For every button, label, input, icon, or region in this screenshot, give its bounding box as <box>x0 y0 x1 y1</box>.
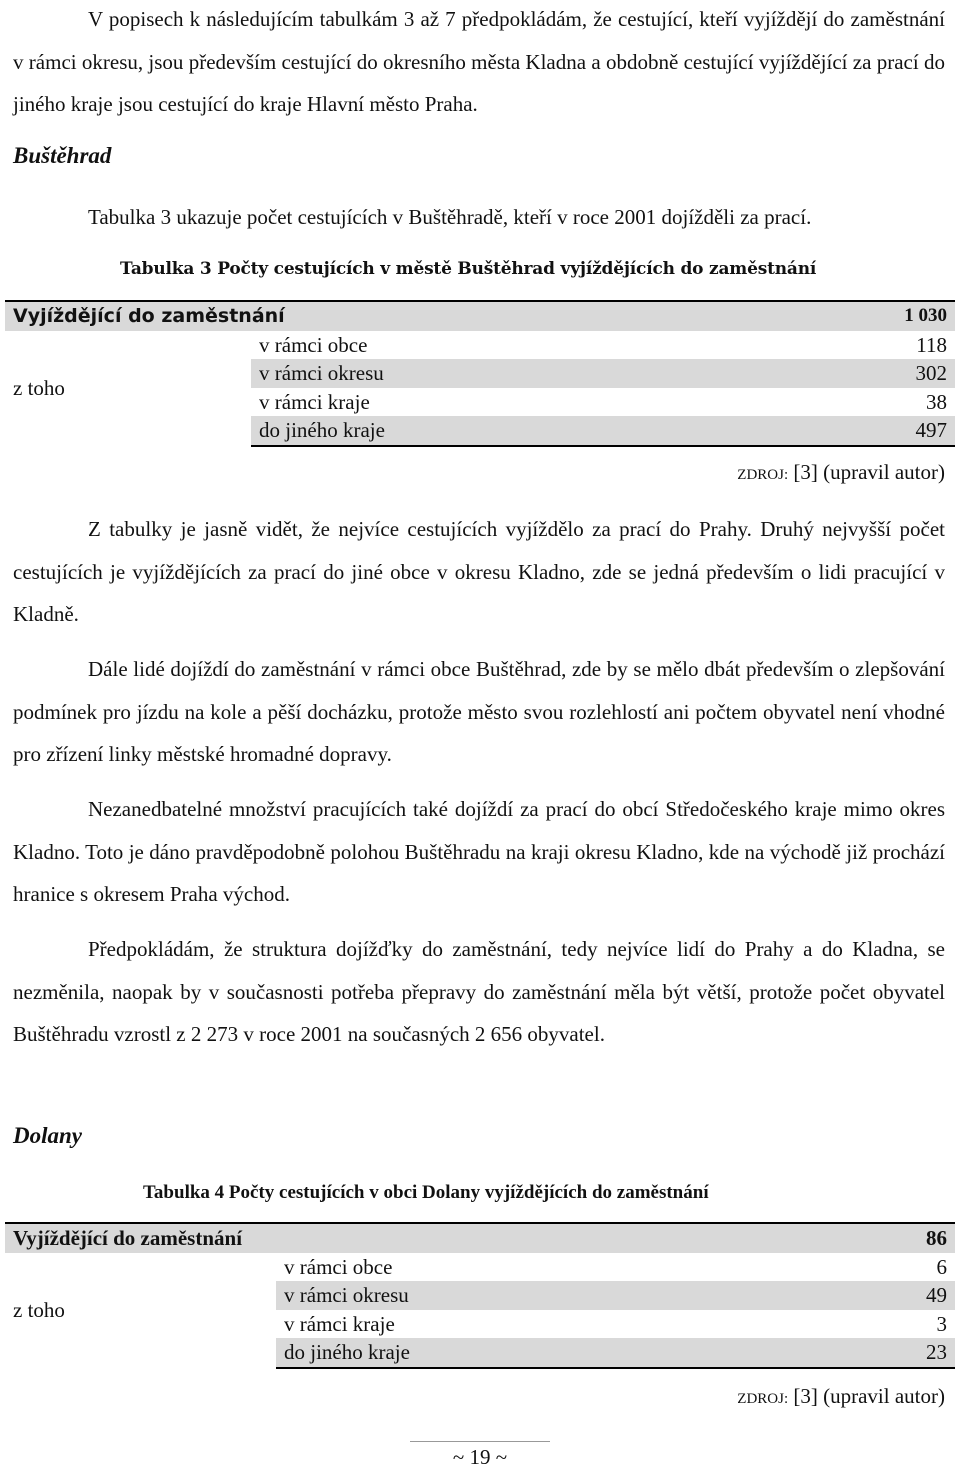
table-3-header-row <box>5 301 955 331</box>
table-row <box>5 1253 955 1282</box>
table-cell-label: v rámci obce <box>259 332 368 357</box>
table-4-source: ZDROJ: [3] (upravil autor) <box>737 1384 945 1408</box>
table-cell-label: v rámci kraje <box>284 1311 395 1336</box>
table-cell-value: 23 <box>815 1338 955 1368</box>
table-cell-label: v rámci kraje <box>259 389 370 414</box>
bustehrad-paragraph-4: Předpokládám, že struktura dojížďky do zaměstnání, tedy nejvíce lidí do Prahy a do Kladna, se nezměnila, naopak by v současnosti potřeba přepravy do zaměstnání měla být větší, protože počet obyvatel Buštěhradu vzrostl z 2 273 v roce 2001 na současných 2 656 obyvatel. <box>13 937 945 1046</box>
table-4 <box>5 1222 955 1369</box>
table-4-group-label: z toho <box>13 1297 65 1322</box>
table-cell-value: 38 <box>926 389 947 414</box>
section-heading-bustehrad: Buštěhrad <box>13 143 112 168</box>
table-cell-label: do jiného kraje <box>251 416 749 446</box>
table-cell-label: v rámci obce <box>284 1254 393 1279</box>
table-cell-label: v rámci okresu <box>251 359 749 388</box>
footer-divider <box>410 1441 550 1442</box>
bustehrad-paragraph-1: Z tabulky je jasně vidět, že nejvíce cestujících vyjíždělo za prací do Prahy. Druhý nejvyšší počet cestujících je vyjíždějících za prací do jiné obce v okresu Kladno, zde se jedná především o lidi pracující v Kladně. <box>13 517 945 626</box>
table-cell-label: v rámci okresu <box>276 1281 815 1310</box>
table-4-caption: Tabulka 4 Počty cestujících v obci Dolany vyjíždějících do zaměstnání <box>143 1182 709 1203</box>
table-cell-label: do jiného kraje <box>276 1338 815 1368</box>
table-4-header-row <box>5 1223 955 1253</box>
bustehrad-lead-paragraph: Tabulka 3 ukazuje počet cestujících v Buštěhradě, kteří v roce 2001 dojížděli za prací. <box>88 205 812 229</box>
table-3-group-label: z toho <box>13 375 65 400</box>
intro-paragraph: V popisech k následujícím tabulkám 3 až 7 předpokládám, že cestující, kteří vyjíždějí do zaměstnání v rámci okresu, jsou především cestující do okresního města Kladna a obdobně cestující vyjíždějící za prací do jiného kraje jsou cestující do kraje Hlavní město Praha. <box>13 7 945 116</box>
table-3-source: ZDROJ: [3] (upravil autor) <box>737 460 945 484</box>
table-cell-value: 302 <box>749 359 955 388</box>
table-4-header-label: Vyjíždějící do zaměstnání <box>5 1223 815 1253</box>
table-4-header-value: 86 <box>815 1223 955 1253</box>
table-row <box>5 331 955 360</box>
table-3 <box>5 300 955 447</box>
table-3-caption: Tabulka 3 Počty cestujících v městě Buštěhrad vyjíždějících do zaměstnání <box>120 259 817 279</box>
table-cell-value: 497 <box>749 416 955 446</box>
page-number: ~ 19 ~ <box>452 1445 508 1469</box>
bustehrad-paragraph-3: Nezanedbatelné množství pracujících také dojíždí za prací do obcí Středočeského kraje mimo okres Kladno. Toto je dáno pravděpodobně polohou Buštěhradu na kraji okresu Kladno, kde na východě již prochází hranice s okresem Praha východ. <box>13 797 945 906</box>
table-cell-value: 6 <box>936 1254 947 1279</box>
table-cell-value: 3 <box>936 1311 947 1336</box>
table-cell-value: 118 <box>916 332 947 357</box>
table-3-header-value: 1 030 <box>749 301 955 331</box>
table-cell-value: 49 <box>815 1281 955 1310</box>
bustehrad-paragraph-2: Dále lidé dojíždí do zaměstnání v rámci obce Buštěhrad, zde by se mělo dbát především o zlepšování podmínek pro jízdu na kole a pěší docházku, protože město svou rozlehlostí ani počtem obyvatel není vhodné pro zřízení linky městské hromadné dopravy. <box>13 657 945 766</box>
section-heading-dolany: Dolany <box>13 1123 82 1148</box>
table-3-header-label: Vyjíždějící do zaměstnání <box>5 301 749 331</box>
